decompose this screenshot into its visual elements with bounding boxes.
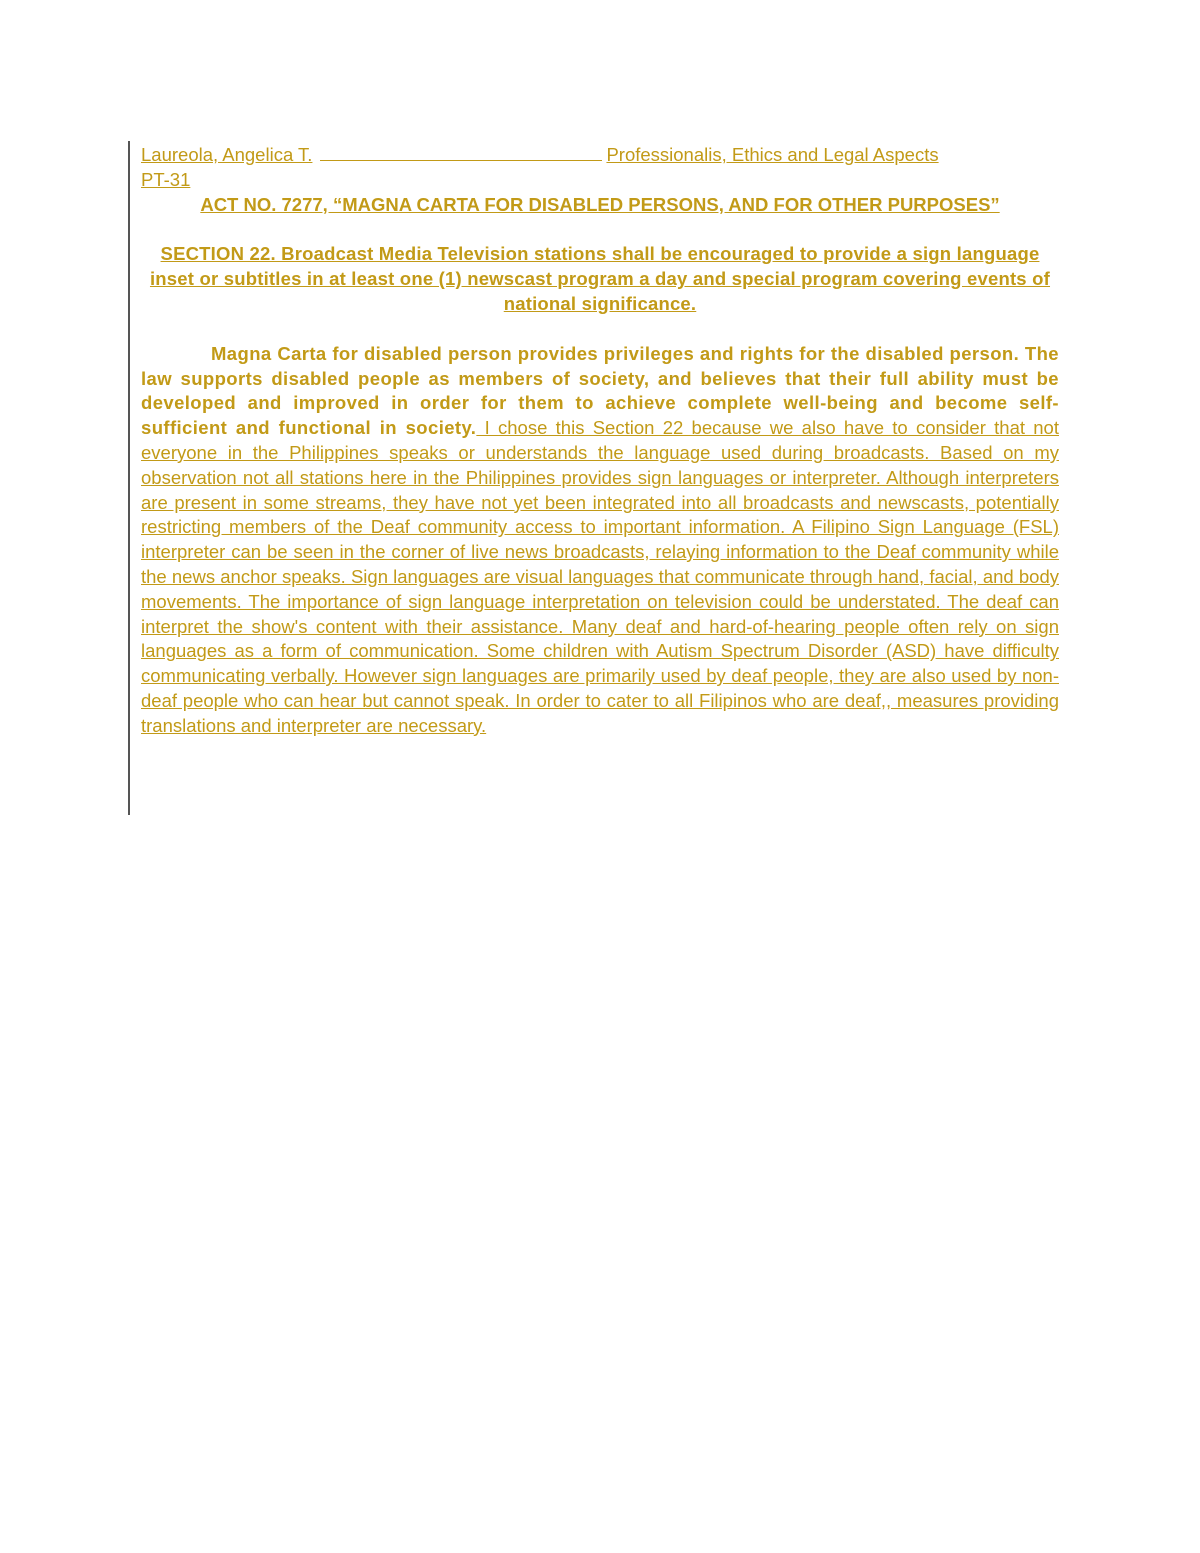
section-heading: SECTION 22. Broadcast Media Television stations shall be encouraged to provide a sign language inset or subtitles in at least one (1) newscast program a day and special program covering events of national significance.	[149, 243, 1051, 314]
document-title: ACT NO. 7277, “MAGNA CARTA FOR DISABLED PERSONS, AND FOR OTHER PURPOSES”	[200, 193, 1000, 215]
revision-change-bar	[128, 141, 130, 815]
header-underline-spacer	[320, 141, 602, 161]
author-name: Laureola, Angelica T.	[141, 144, 313, 165]
personal-reflection: I chose this Section 22 because we also have to consider that not everyone in the Philippines speaks or understands the language used during broadcasts. Based on my observation not all stations here in the Philippines provides sign languages or interpreter. Although interpreters are present in some streams, they have not yet been integrated into all broadcasts and newscasts, potentially restricting members of the Deaf community access to important information. A Filipino Sign Language (FSL) interpreter can be seen in the corner of live news broadcasts, relaying information to the Deaf community while the news anchor speaks. Sign languages are visual languages that communicate through hand, facial, and body movements. The importance of sign language interpretation on television could be understated. The deaf can interpret the show's content with their assistance. Many deaf and hard-of-hearing people often rely on sign languages as a form of communication. Some children with Autism Spectrum Disorder (ASD) have difficulty communicating verbally. However sign languages are primarily used by deaf people, they are also used by non-deaf people who can hear but cannot speak. In order to cater to all Filipinos who are deaf,, measures providing translations and interpreter are necessary.	[141, 417, 1059, 736]
body-paragraph	[141, 342, 1059, 739]
course-name: Professionalis, Ethics and Legal Aspects	[606, 144, 939, 165]
section-code: PT-31	[141, 168, 191, 190]
header-line	[141, 141, 1059, 168]
law-summary: Magna Carta for disabled person provides privileges and rights for the disabled person. The law supports disabled people as members of society, and believes that their full ability must be developed and improved in order for them to achieve complete well-being and become self-sufficient and functional in society.	[141, 342, 1059, 439]
document-content	[141, 141, 1059, 757]
